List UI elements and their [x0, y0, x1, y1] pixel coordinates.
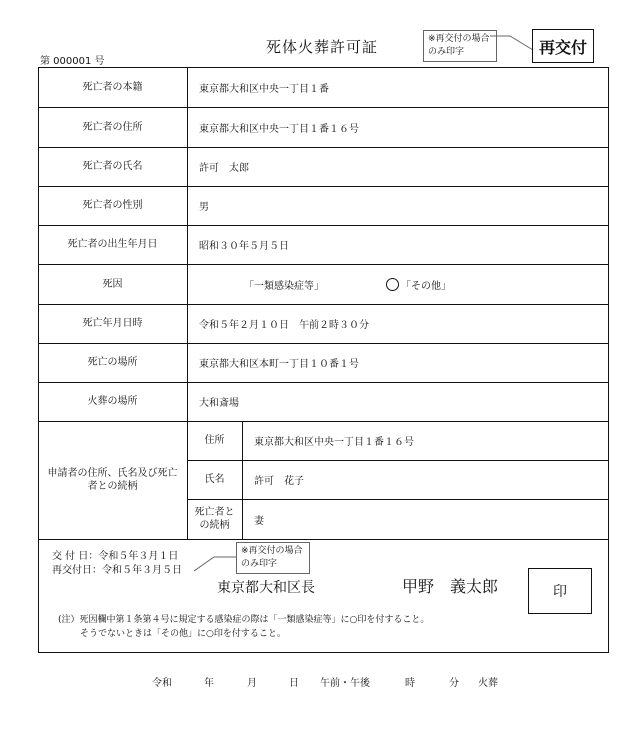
footnote-line-1: (注）死因欄中第１条第４号に規定する感染症の際は「一類感染症等」に○印を付すること。 [58, 615, 430, 625]
label-applicant-relation: 死亡者との続柄 [194, 507, 235, 531]
cremation-suffix: 火葬 [478, 678, 498, 689]
cremation-hour: 時 [405, 678, 415, 689]
cause-option-other-wrap [386, 264, 451, 304]
cremation-day: 日 [289, 678, 299, 689]
value-death-datetime: 令和５年２月１０日 午前２時３０分 [199, 320, 369, 331]
value-applicant-relation: 妻 [254, 515, 264, 527]
value-death-place: 東京都大和区本町一丁目１０番１号 [199, 359, 359, 370]
label-birthdate: 死亡者の出生年月日 [67, 239, 158, 250]
reissue-date: 再交付日：令和５年３月５日 [52, 565, 182, 576]
label-sex: 死亡者の性別 [82, 200, 143, 211]
value-cremation-place: 大和斎場 [199, 398, 239, 409]
value-applicant-name: 許可 花子 [254, 476, 304, 487]
document-title: 死体火葬許可証 [266, 38, 379, 56]
value-name: 許可 太郎 [199, 163, 249, 174]
note-pointer [490, 34, 535, 54]
reissue-note-bottom: ※再交付の場合のみ印字 [236, 542, 310, 574]
issue-date: 交 付 日：令和５年３月１日 [52, 551, 179, 562]
cremation-era: 令和 [152, 678, 172, 689]
cause-option-other: 「その他」 [401, 280, 451, 292]
value-address: 東京都大和区中央一丁目１番１６号 [199, 123, 359, 135]
selection-circle-icon [386, 278, 399, 291]
footnote-line-2: そうでないときは「その他」に○印を付すること。 [80, 629, 286, 639]
cremation-year: 年 [204, 678, 214, 689]
label-death-datetime: 死亡年月日時 [82, 318, 143, 329]
reissue-note-top: ※再交付の場合のみ印字 [423, 30, 497, 62]
label-address: 死亡者の住所 [82, 121, 143, 133]
label-death-place: 死亡の場所 [87, 357, 138, 368]
label-cause: 死因 [102, 278, 123, 290]
issuing-authority: 東京都大和区長 [217, 580, 315, 596]
label-applicant: 申請者の住所、氏名及び死亡者との続柄 [47, 468, 178, 492]
cremation-minute: 分 [449, 678, 459, 689]
label-honseki: 死亡者の本籍 [82, 81, 143, 93]
cremation-month: 月 [247, 678, 257, 689]
reissue-mark: 再交付 [532, 29, 594, 63]
issuing-officer: 甲野 義太郎 [402, 577, 499, 596]
value-sex: 男 [199, 202, 209, 213]
value-honseki: 東京都大和区中央一丁目１番 [199, 83, 329, 95]
serial-number: 第 000001 号 [40, 56, 105, 67]
official-seal: 印 [528, 568, 592, 614]
label-name: 死亡者の氏名 [82, 161, 143, 172]
cremation-ampm: 午前・午後 [320, 678, 370, 689]
label-applicant-name: 氏名 [204, 474, 225, 485]
cause-option-infectious: 「一類感染症等」 [244, 280, 324, 292]
label-cremation-place: 火葬の場所 [87, 396, 138, 407]
value-birthdate: 昭和３０年５月５日 [199, 241, 289, 252]
value-applicant-address: 東京都大和区中央一丁目１番１６号 [254, 437, 414, 448]
label-applicant-address: 住所 [204, 435, 225, 446]
note-pointer-bottom [194, 555, 238, 575]
